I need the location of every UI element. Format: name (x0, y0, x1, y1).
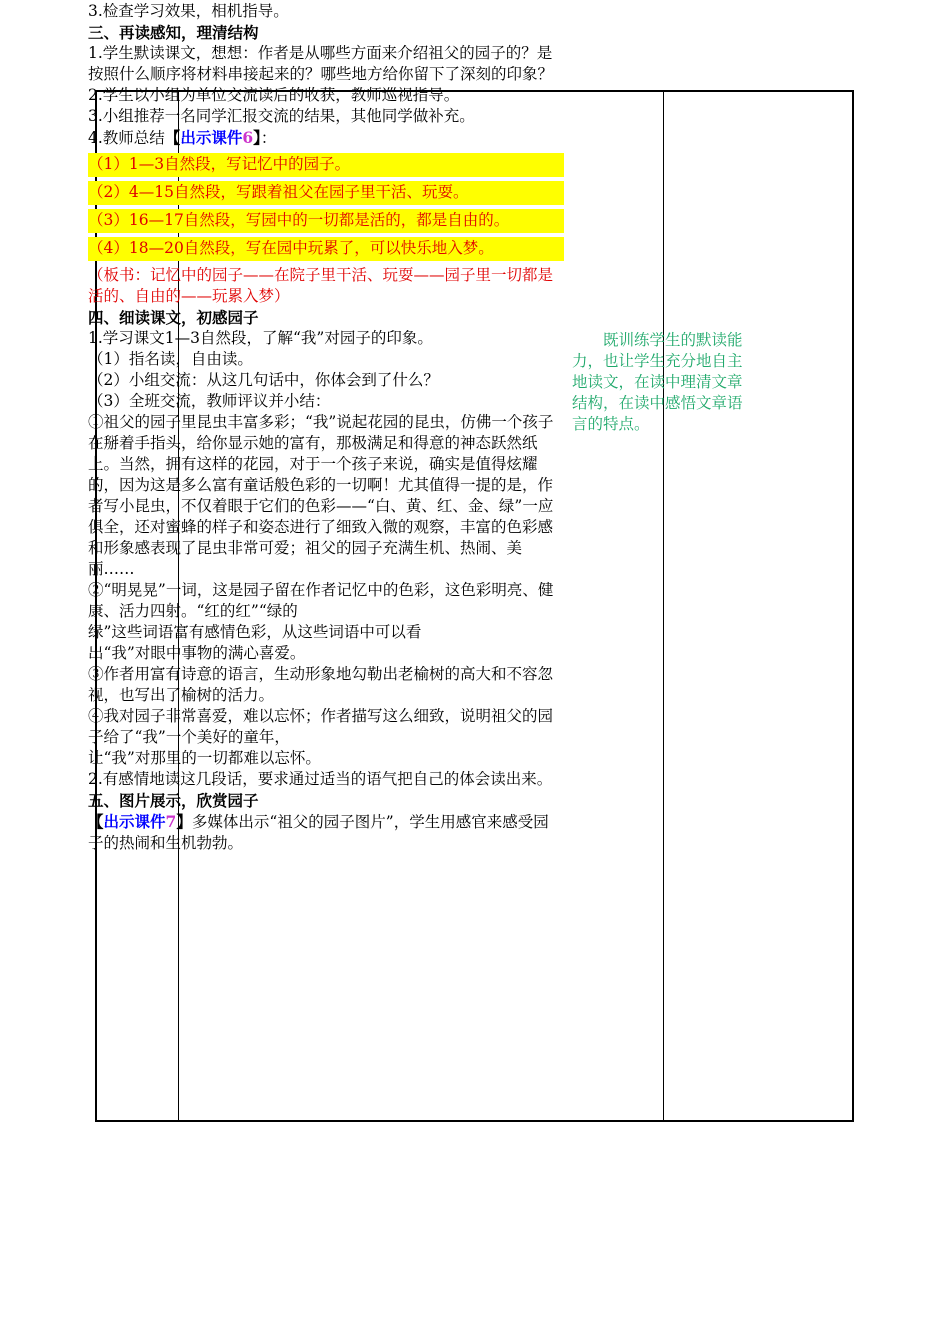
courseware-number: 7 (165, 812, 177, 831)
step-line-summary (88, 127, 564, 149)
bracket-close: 】 (176, 812, 192, 831)
highlight-paragraph-1: （1）1—3自然段，写记忆中的园子。 (88, 153, 564, 177)
highlight-paragraph-4: （4）18—20自然段，写在园中玩累了，可以快乐地入梦。 (88, 237, 564, 261)
section-heading-5: 五、图片展示，欣赏园子 (88, 791, 259, 810)
step-line: 3.小组推荐一名同学汇报交流的结果，其他同学做补充。 (88, 107, 475, 125)
sub-step-line: （2）小组交流：从这几句话中，你体会到了什么？ (88, 371, 439, 389)
courseware-link[interactable]: 出示课件 (180, 128, 243, 147)
analysis-point-4-cont: 让“我”对那里的一切都难以忘怀。 (88, 749, 321, 767)
courseware-number: 6 (242, 128, 254, 147)
highlight-paragraph-2: （2）4—15自然段，写跟着祖父在园子里干活、玩耍。 (88, 181, 564, 205)
analysis-point-2-cont: 绿”这些词语富有感情色彩，从这些词语中可以看 (88, 623, 422, 641)
analysis-point-3: ③作者用富有诗意的语言，生动形象地勾勒出老榆树的高大和不容忽视，也写出了榆树的活力。 (88, 665, 554, 704)
column-divider-right (663, 92, 664, 1120)
highlight-paragraph-3: （3）16—17自然段，写园中的一切都是活的，都是自由的。 (88, 209, 564, 233)
step-line: 2.有感情地读这几段话，要求通过适当的语气把自己的体会读出来。 (88, 770, 553, 788)
analysis-point-2: ②“明晃晃”一词，这是园子留在作者记忆中的色彩，这色彩明亮、健康、活力四射。“红的红”“绿的 (88, 581, 554, 620)
teaching-process-cell (88, 1, 564, 854)
design-intent-text: 既训练学生的默读能力，也让学生充分地自主地读文，在读中理清文章结构，在读中感悟文章语言的特点。 (572, 331, 743, 433)
courseware-link[interactable]: 出示课件 (103, 812, 166, 831)
summary-prefix: 4.教师总结 (88, 129, 165, 147)
step-line: 2.学生以小组为单位交流读后的收获，教师巡视指导。 (88, 86, 460, 104)
step-line: 1.学习课文1—3自然段，了解“我”对园子的印象。 (88, 329, 433, 347)
analysis-point-2-cont: 出“我”对眼中事物的满心喜爱。 (88, 644, 306, 662)
bracket-open: 【 (88, 812, 104, 831)
step-line: 3.检查学习效果，相机指导。 (88, 2, 289, 20)
bracket-open: 【 (164, 128, 181, 147)
board-writing: （板书：记忆中的园子——在院子里干活、玩耍——园子里一切都是活的、自由的——玩累入梦） (88, 266, 554, 305)
courseware-description: 多媒体出示“祖父的园子图片”，学生用感官来感受园子的热闹和生机勃勃。 (88, 813, 549, 852)
section-heading-3: 三、再读感知，理清结构 (88, 23, 259, 42)
summary-suffix: ： (260, 129, 277, 147)
analysis-point-4: ④我对园子非常喜爱，难以忘怀；作者描写这么细致，说明祖父的园子给了“我”一个美好的童年， (88, 707, 554, 746)
design-intent-cell (572, 330, 752, 435)
step-line: 1.学生默读课文，想想：作者是从哪些方面来介绍祖父的园子的？是按照什么顺序将材料串接起来的？哪些地方给你留下了深刻的印象？ (88, 44, 554, 83)
step-line-courseware (88, 811, 564, 854)
analysis-point-1: ①祖父的园子里昆虫丰富多彩；“我”说起花园的昆虫，仿佛一个孩子在掰着手指头，给你显示她的富有，那极满足和得意的神态跃然纸上。当然，拥有这样的花园，对于一个孩子来说，确实是值得炫耀的，因为这是多么富有童话般色彩的一切啊！尤其值得一提的是，作者写小昆虫，不仅着眼于它们的色彩——“白、黄、红、金、绿”一应俱全，还对蜜蜂的样子和姿态进行了细致入微的观察，丰富的色彩感和形象感表现了昆虫非常可爱；祖父的园子充满生机、热闹、美丽…… (88, 413, 554, 578)
bracket-close: 】 (253, 128, 261, 147)
section-heading-4: 四、细读课文，初感园子 (88, 308, 259, 327)
sub-step-line: （1）指名读，自由读。 (88, 350, 253, 368)
sub-step-line: （3）全班交流，教师评议并小结： (88, 392, 331, 410)
